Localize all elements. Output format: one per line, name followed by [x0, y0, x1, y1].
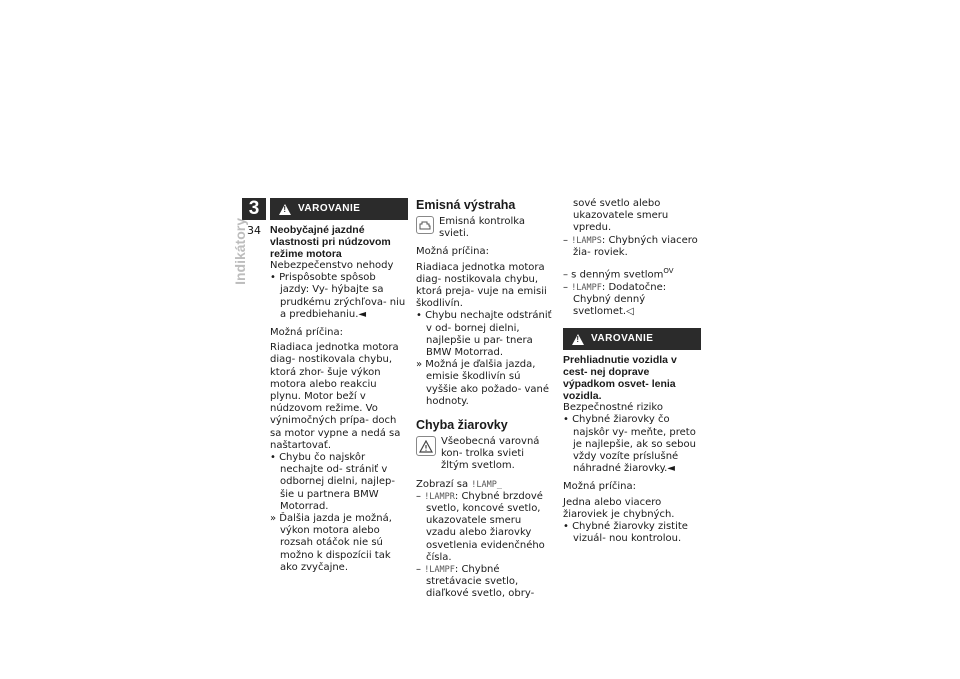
- cause-text: Jedna alebo viacero žiaroviek je chybných.: [563, 496, 675, 520]
- risk-text: Nebezpečenstvo nehody: [270, 260, 394, 271]
- bulb-text: Všeobecná varovná kon- trolka svieti žltým svetlom.: [441, 436, 540, 472]
- bullet-item: • Chybné žiarovky zistite vizuál- nou kontrolou.: [563, 520, 688, 545]
- display-prefix: Zobrazí sa: [416, 478, 469, 490]
- code-text: !LAMPF: [424, 565, 455, 576]
- condition-sup: OV: [663, 267, 674, 276]
- column-2: [416, 198, 554, 601]
- display-line: [416, 479, 554, 491]
- emission-heading: Emisná výstraha: [416, 198, 516, 212]
- condition-line: [563, 265, 701, 282]
- warning-banner: [563, 328, 701, 350]
- warning-label: VAROVANIE: [298, 202, 361, 214]
- continued-text: sové svetlo alebo ukazovatele smeru vpredu.: [573, 198, 669, 234]
- page-number: 34: [247, 224, 261, 237]
- list-item-text: : Chybné brzdové svetlo, koncové svetlo, ukazovatele smeru vzadu alebo žiarovky osvetlenia evidenčného čísla.: [426, 490, 545, 563]
- cause-text: Riadiaca jednotka motora diag- nostikovala chybu, ktorá zhor- šuje výkon motora alebo reakciu plynu. Motor beží v núdzovom režime. Vo výnimočných prípa- doch sa motor vypne a nedá sa naštartovať.: [270, 342, 401, 451]
- cause-label: Možná príčina:: [416, 246, 489, 258]
- engine-icon: [416, 216, 434, 234]
- condition-text: – s denným svetlom: [563, 269, 664, 281]
- bullet-item: • Chybu nechajte odstrániť v od- bornej dielni, najlepšie u par- tnera BMW Motorrad.: [416, 310, 552, 359]
- warning-triangle-icon: !: [572, 334, 584, 345]
- side-section-title: Indikátory: [232, 218, 248, 285]
- bulb-heading: Chyba žiarovky: [416, 418, 508, 433]
- column-1: [270, 198, 408, 574]
- warning-triangle-icon: [416, 436, 436, 456]
- risk-text: Bezpečnostné riziko: [563, 402, 663, 414]
- warning-triangle-icon: !: [279, 204, 291, 215]
- warning-banner: [270, 198, 408, 220]
- cause-text: Riadiaca jednotka motora diag- nostikovala chybu, ktorá preja- vuje na emisii škodlivín.: [416, 261, 547, 310]
- chapter-number: 3: [242, 198, 266, 220]
- warning-heading: Prehliadnutie vozidla v cest- nej doprave výpadkom osvet- lenia vozidla.: [563, 354, 677, 403]
- list-item-text: : Dodatočne: Chybný denný svetlomet.◁: [573, 281, 667, 317]
- bullet-item: • Chybu čo najskôr nechajte od- strániť v odbornej dielni, najlep- šie u partnera BMW Motorrad.: [270, 452, 395, 512]
- list-item-text: : Chybných viacero žia- roviek.: [573, 234, 698, 258]
- list-item: – !LAMPR: Chybné brzdové svetlo, koncové svetlo, ukazovatele smeru vzadu alebo žiarovky osvetlenia evidenčného čísla.: [416, 490, 545, 563]
- bullet-item: • Prispôsobte spôsob jazdy: Vy- hýbajte sa prudkému zrýchľova- niu a predbiehaniu.◄: [270, 272, 406, 320]
- code-text: !LAMPS: [571, 235, 602, 246]
- list-item: – !LAMPF: Dodatočne: Chybný denný svetlomet.◁: [563, 281, 667, 317]
- code-text: !LAMPF: [571, 282, 602, 293]
- list-item-text: : Chybné stretávacie svetlo, diaľkové svetlo, obry-: [426, 564, 535, 600]
- list-item: – !LAMPS: Chybných viacero žia- roviek.: [563, 234, 698, 258]
- warning-label: VAROVANIE: [591, 333, 654, 345]
- result-item: » Možná je ďalšia jazda, emisie škodlivín sú vyššie ako požado- vané hodnoty.: [416, 359, 550, 407]
- bullet-item: • Chybné žiarovky čo najskôr vy- meňte, preto je najlepšie, ak so sebou vždy vozíte príslušné náhradné žiarovky.◄: [563, 414, 696, 475]
- emission-text: Emisná kontrolka svieti.: [439, 216, 526, 240]
- result-item: » Ďalšia jazda je možná, výkon motora alebo rozsah otáčok nie sú možno k dispozícii tak ako zvyčajne.: [270, 513, 392, 573]
- warning-heading: Neobyčajné jazdné vlastnosti pri núdzovom režime motora: [270, 224, 391, 260]
- code-text: !LAMPR: [424, 491, 455, 502]
- display-code: !LAMP_: [471, 479, 503, 490]
- column-3: [563, 198, 701, 545]
- cause-label: Možná príčina:: [563, 481, 636, 493]
- cause-label: Možná príčina:: [270, 327, 343, 339]
- list-item: – !LAMPF: Chybné stretávacie svetlo, diaľkové svetlo, obry-: [416, 564, 535, 600]
